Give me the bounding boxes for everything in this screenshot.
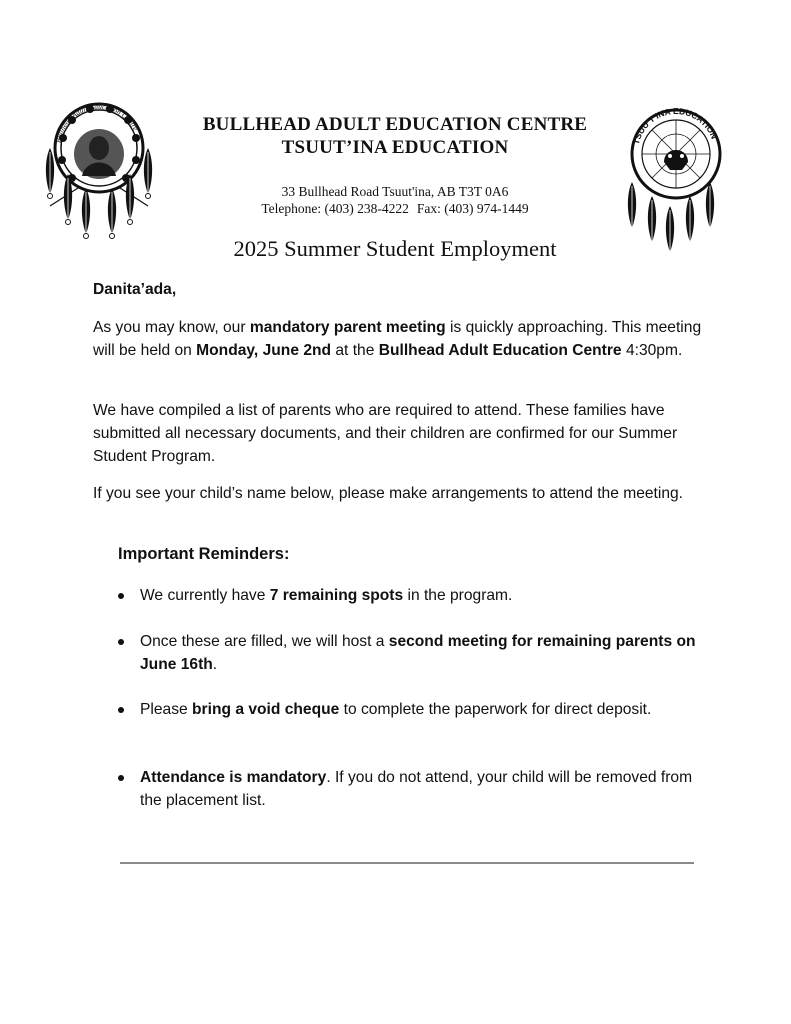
reminder-item (118, 766, 700, 812)
dreamcatcher-logo-right (618, 108, 732, 260)
reminder-item (118, 584, 700, 607)
org-name-line2: TSUUT’INA EDUCATION (281, 137, 509, 158)
address: 33 Bullhead Road Tsuut'ina, AB T3T 0A6 (281, 184, 509, 199)
paragraph-parent-list: We have compiled a list of parents who are required to attend. These families have submitted all necessary documents, and their children are confirmed for our Summer Student Program. (93, 402, 678, 465)
bullet-icon (118, 775, 124, 781)
paragraph-arrangements: If you see your child’s name below, please make arrangements to attend the meeting. (93, 485, 684, 502)
right-logo-text: TSUU T'INA EDUCATION (630, 108, 720, 146)
paragraph-meeting-info (93, 316, 708, 362)
reminders-heading: Important Reminders: (118, 545, 290, 563)
p1-bold-date: Monday, June 2nd (196, 342, 332, 359)
reminder-bold: Attendance is mandatory (140, 769, 327, 786)
p1-bold-mandatory: mandatory parent meeting (249, 319, 446, 336)
document-title: 2025 Summer Student Employment (233, 236, 557, 261)
contact-line (160, 201, 630, 217)
reminder-item (118, 630, 700, 676)
bullet-icon (118, 593, 124, 599)
reminder-bold: second meeting for remaining parents on June 16th (140, 633, 696, 673)
reminder-text: . (212, 656, 218, 673)
reminder-item (118, 698, 700, 721)
org-name-line1: BULLHEAD ADULT EDUCATION CENTRE (202, 114, 588, 135)
reminder-text: in the program. (403, 587, 513, 604)
reminder-text: to complete the paperwork for direct deposit. (339, 701, 652, 718)
horizontal-divider (120, 862, 694, 864)
reminder-bold: bring a void cheque (192, 701, 340, 718)
p1-text-e: at the (331, 342, 379, 359)
reminder-text: Once these are filled, we will host a (140, 633, 389, 650)
p1-text-a: As you may know, our (93, 319, 250, 336)
left-logo-text: Bullhead Adult Education Centre (53, 101, 141, 144)
telephone: Telephone: (403) 238-4222 (261, 201, 409, 216)
p1-text-c: is quickly approaching. This meeting will be held on (93, 319, 702, 359)
fax: Fax: (403) 974-1449 (416, 201, 529, 216)
reminder-text: Please (140, 701, 193, 718)
dreamcatcher-logo-left (38, 98, 160, 250)
p1-bold-location: Bullhead Adult Education Centre (378, 342, 622, 359)
reminder-text: We currently have (140, 587, 270, 604)
greeting: Danita’ada, (93, 281, 177, 298)
bullet-icon (118, 707, 124, 713)
bullet-icon (118, 639, 124, 645)
reminder-text: . If you do not attend, your child will be removed from the placement list. (140, 769, 693, 809)
reminder-bold: 7 remaining spots (269, 587, 404, 604)
p1-text-g: 4:30pm. (621, 342, 683, 359)
